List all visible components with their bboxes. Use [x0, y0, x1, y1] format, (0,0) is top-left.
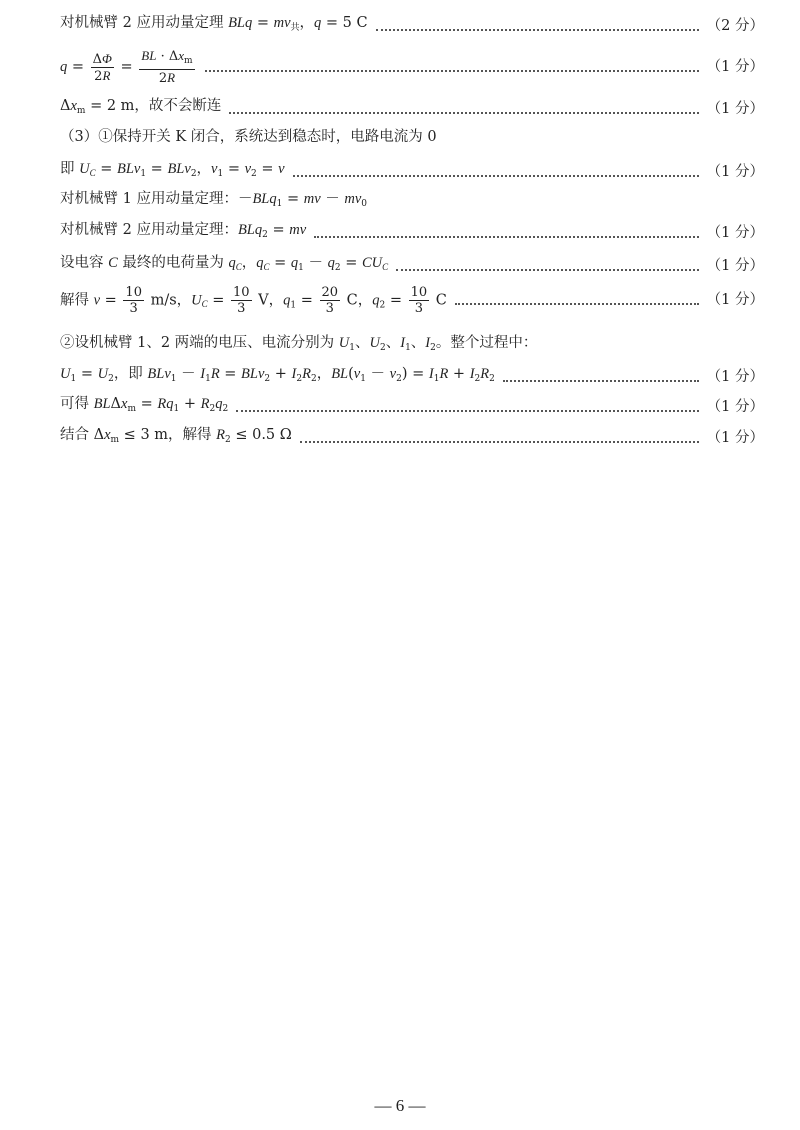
solution-line-4	[60, 127, 764, 147]
line-10-text: ②设机械臂 1、2 两端的电压、电流分别为 $U_1$、$U_2$、$I_1$、$I_2$。整个过程中：	[60, 335, 538, 353]
fraction: $\frac{10}{3}$	[125, 284, 142, 316]
dot-leader	[376, 29, 699, 31]
line-6-text: 对机械臂 1 应用动量定理：－BLq$_1$ = mv － $mv_0$	[60, 191, 368, 209]
score-label: （1 分）	[706, 224, 764, 241]
score-label: （2 分）	[706, 17, 764, 34]
dot-leader	[455, 303, 699, 305]
dot-leader	[300, 441, 699, 443]
solution-line-7	[60, 220, 764, 245]
solution-line-6	[60, 189, 764, 214]
line-7-text: 对机械臂 2 应用动量定理：BLq$_2$ = mv	[60, 222, 307, 240]
score-label: （1 分）	[706, 368, 764, 385]
dot-leader	[205, 70, 699, 72]
score-label: （1 分）	[706, 257, 764, 274]
solution-line-13	[60, 425, 764, 450]
solution-line-1	[60, 13, 764, 38]
line-13-text: 结合 $\Delta x_m \le 3$ m，解得 $R_2 \le 0.5$ Ω	[60, 427, 292, 445]
page-number: — 6 —	[374, 1096, 426, 1115]
line-8-text: 设电容 C 最终的电荷量为 $q_C$，$q_C = q_1 - q_2 = CU_C$	[60, 255, 389, 273]
score-label: （1 分）	[706, 292, 764, 308]
dot-leader	[396, 269, 699, 271]
score-label: （1 分）	[706, 429, 764, 446]
line-3-text: $\Delta x_m = 2$ m，故不会断连	[60, 98, 222, 116]
line-12-text: 可得 $BL\Delta x_m = Rq_1 + R_2q_2$	[60, 396, 229, 414]
solution-line-9	[60, 283, 764, 317]
dot-leader	[503, 380, 699, 382]
solution-line-11	[60, 364, 764, 389]
score-label: （1 分）	[706, 163, 764, 180]
solution-line-2	[60, 50, 764, 84]
fraction: $\frac{\Delta\Phi}{2R}$	[92, 50, 112, 84]
fraction: $\frac{10}{3}$	[233, 284, 250, 316]
fraction: $\frac{BL \cdot \Delta x_m}{2R}$	[141, 48, 193, 86]
dot-leader	[293, 175, 699, 177]
line-1-text: 对机械臂 2 应用动量定理 BLq = $mv_共$，q = 5 C	[60, 15, 368, 33]
dot-leader	[229, 112, 698, 114]
line-4-text: （3）①保持开关 K 闭合，系统达到稳态时，电路电流为 0	[60, 129, 437, 145]
score-label: （1 分）	[706, 100, 764, 117]
solution-line-12	[60, 394, 764, 419]
score-label: （1 分）	[706, 59, 764, 75]
solution-line-8	[60, 253, 764, 278]
fraction: $\frac{10}{3}$	[410, 284, 428, 316]
solution-line-5	[60, 159, 764, 184]
dot-leader	[314, 236, 699, 238]
dot-leader	[236, 410, 698, 412]
solution-line-3	[60, 96, 764, 121]
line-5-text: 即 $U_C = BLv_1 = BLv_2$，$v_1 = v_2 = v$	[60, 161, 285, 179]
fraction: $\frac{20}{3}$	[321, 284, 339, 316]
score-label: （1 分）	[706, 398, 764, 415]
line-9-text: 解得 v = $\frac{10}{3}$ m/s，$U_C$ = $\frac{10}{3}$ V，$q_1$ = $\frac{20}{3}$ C，$q_2$ = $\frac{10}{3}$ C	[60, 284, 447, 316]
line-2-text: q = $\frac{\Delta\Phi}{2R}$ = $\frac{BL \cdot \Delta x_m}{2R}$	[60, 48, 193, 86]
solution-line-10	[60, 333, 764, 358]
line-11-text: $U_1 = U_2$，即 $BLv_1 - I_1R = BLv_2 + I_2R_2$，$BL(v_1 - v_2) = I_1R + I_2R_2$	[60, 366, 495, 384]
